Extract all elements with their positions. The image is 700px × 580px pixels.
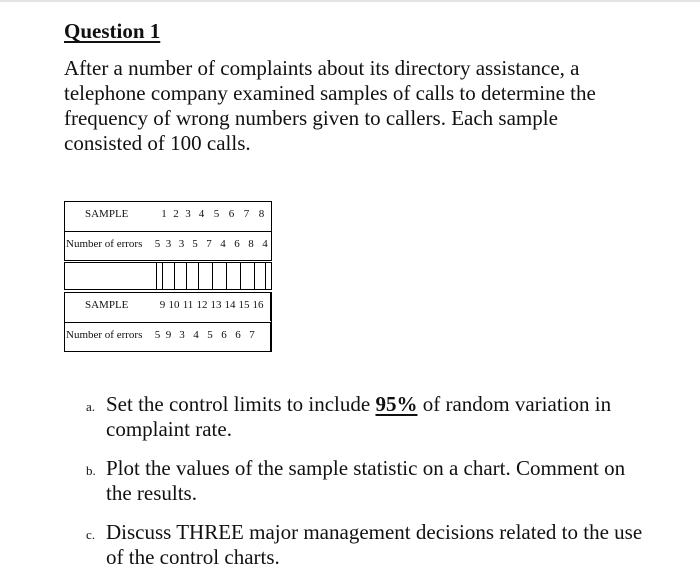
- sample-label: SAMPLE: [85, 208, 129, 220]
- cell-border: [270, 293, 271, 321]
- sample-value: 13: [210, 299, 222, 311]
- grid-line: [265, 263, 266, 289]
- sample-value: 1: [161, 208, 167, 220]
- error-value: 5: [192, 238, 198, 250]
- errors-label: Number of errors: [66, 238, 143, 250]
- error-values: [153, 232, 272, 256]
- error-value: 4: [262, 238, 268, 250]
- task-b: [86, 456, 646, 506]
- sample-value: 15: [238, 299, 250, 311]
- grid-line: [174, 263, 175, 289]
- sample-value: 8: [258, 208, 265, 220]
- task-marker: b.: [86, 463, 96, 478]
- sample-value: 11: [182, 299, 194, 311]
- error-value: 3: [178, 238, 185, 250]
- sample-value: 16: [252, 299, 264, 311]
- task-list: [86, 392, 646, 580]
- grid-line: [186, 263, 187, 289]
- sample-value: 2: [173, 208, 179, 220]
- error-value: 6: [234, 238, 240, 250]
- sample-value: 14: [224, 299, 236, 311]
- grid-line: [212, 263, 213, 289]
- task-b-text: Plot the values of the sample statistic on a chart. Comment on the results.: [106, 456, 626, 505]
- error-value: 5: [207, 329, 213, 341]
- error-value: 5: [154, 238, 161, 250]
- error-value: 4: [220, 238, 226, 250]
- table-samples-1-8: [64, 201, 272, 261]
- sample-value: 10: [168, 299, 180, 311]
- error-value: 3: [179, 329, 185, 341]
- grid-line: [226, 263, 227, 289]
- sample-label: SAMPLE: [85, 299, 129, 311]
- table-samples-9-16: [64, 292, 272, 352]
- error-value: 3: [165, 238, 172, 250]
- question-title: Question 1: [64, 19, 161, 43]
- grid-line: [162, 263, 163, 289]
- errors-label: Number of errors: [66, 329, 143, 341]
- error-value: 9: [165, 329, 172, 341]
- error-value: 6: [235, 329, 241, 341]
- table-separator: [64, 262, 272, 290]
- error-value: 7: [249, 329, 255, 341]
- error-value: 4: [193, 329, 199, 341]
- grid-line: [198, 263, 199, 289]
- sample-value: 5: [213, 208, 220, 220]
- cell-border: [270, 323, 271, 351]
- grid-line: [156, 263, 157, 289]
- sample-values: [158, 202, 269, 226]
- sample-values: [158, 293, 265, 317]
- task-c: [86, 520, 646, 570]
- grid-line: [254, 263, 255, 289]
- question-intro: After a number of complaints about its directory assistance, a telephone company examined samples of calls to determine the frequency of wrong numbers given to callers. Each sample consisted of 100 calls.: [64, 56, 596, 155]
- sample-value: 12: [196, 299, 208, 311]
- sample-value: 6: [228, 208, 235, 220]
- data-tables: [64, 201, 272, 353]
- sample-value: 4: [198, 208, 205, 220]
- grid-line: [240, 263, 241, 289]
- table-row-sample: [65, 293, 271, 322]
- task-marker: c.: [86, 527, 96, 542]
- error-value: 6: [221, 329, 227, 341]
- task-a-emphasis: 95%: [375, 392, 418, 416]
- task-marker: a.: [86, 399, 96, 414]
- top-divider: [0, 0, 700, 2]
- task-a-text-before: Set the control limits to include: [106, 392, 376, 416]
- table-row-errors: [65, 322, 271, 351]
- error-values: [153, 323, 259, 347]
- table-row-sample: [65, 202, 271, 231]
- error-value: 5: [154, 329, 161, 341]
- sample-value: 7: [243, 208, 250, 220]
- sample-value: 9: [159, 299, 166, 311]
- task-a: [86, 392, 646, 442]
- task-a-text-after: of random variation in complaint rate.: [106, 392, 612, 441]
- error-value: 7: [206, 238, 212, 250]
- error-value: 8: [248, 238, 254, 250]
- sample-value: 3: [185, 208, 191, 220]
- table-row-errors: [65, 231, 271, 260]
- task-c-text: Discuss THREE major management decisions related to the use of the control charts.: [106, 520, 643, 569]
